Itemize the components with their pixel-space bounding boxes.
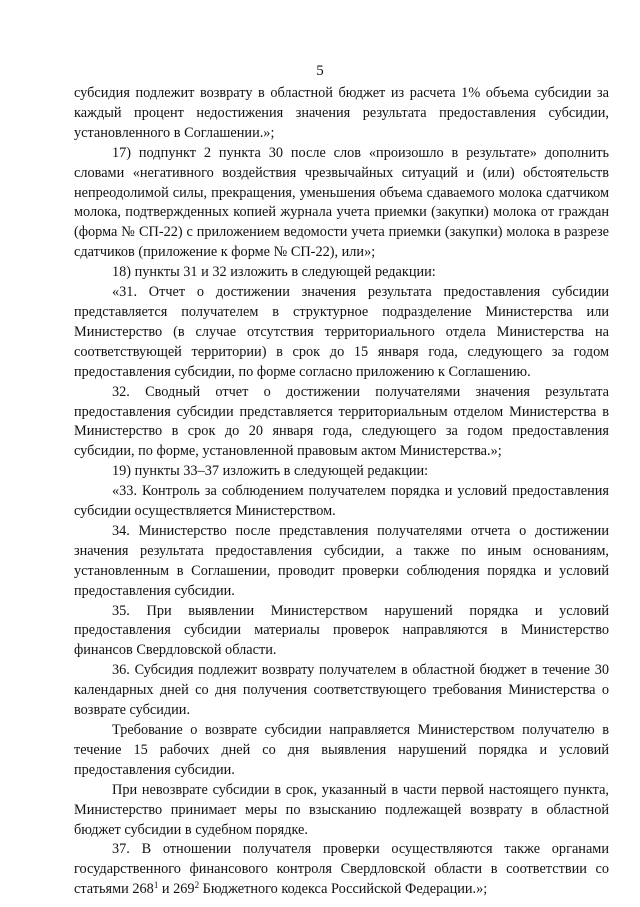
superscript-2: 2 — [194, 880, 200, 891]
superscript-1: 1 — [153, 880, 159, 891]
paragraph-clause-32: 32. Сводный отчет о достижении получателями значения результата предоставления субсидии представляется территориальным отделом Министерства в Министерство в срок до 20 января года, следующего за годом предоставления субсидии, по форме, установленной правовым актом Министерства.»; — [74, 383, 609, 460]
clause-37-text-mid: и 269 — [158, 881, 195, 898]
clause-37-text-start: 37. В отношении получателя проверки осуществляются также органами государственного финансового контроля Свердловской области в соответствии со статьями 268 — [74, 841, 609, 898]
paragraph-item-17: 17) подпункт 2 пункта 30 после слов «произошло в результате» дополнить словами «негативного воздействия чрезвычайных ситуаций и (или) обстоятельств непреодолимой силы, прекращения, уменьшения объема сдаваемого молока сдатчиком молока, подтвержденных копией журнала учета приемки (закупки) молока от граждан (форма № СП-22) с приложением ведомости учета приемки (закупки) молока в разрезе сдатчиков (приложение к форме № СП-22), или»; — [74, 144, 609, 261]
paragraph-clause-34: 34. Министерство после представления получателями отчета о достижении значения результата предоставления субсидии, а также по иным основаниям, установленным в Соглашении, проводит проверки соблюдения порядка и условий предоставления субсидии. — [74, 522, 609, 599]
page-number: 5 — [316, 63, 324, 79]
paragraph-clause-37 — [74, 840, 609, 900]
paragraph-clause-36-part-2: Требование о возврате субсидии направляется Министерством получателю в течение 15 рабочих дней со дня выявления нарушений порядка и условий предоставления субсидии. — [74, 722, 609, 778]
paragraph-clause-36: 36. Субсидия подлежит возврату получателем в областной бюджет в течение 30 календарных дней со дня получения соответствующего требования Министерства о возврате субсидии. — [74, 662, 609, 719]
paragraph-clause-33: «33. Контроль за соблюдением получателем порядка и условий предоставления субсидии осуществляется Министерством. — [74, 483, 609, 520]
paragraph-clause-35: 35. При выявлении Министерством нарушений порядка и условий предоставления субсидии материалы проверок направляются в Министерство финансов Свердловской области. — [74, 602, 609, 659]
clause-37-text-end: Бюджетного кодекса Российской Федерации.»; — [199, 881, 488, 898]
paragraph-clause-31: «31. Отчет о достижении значения результата предоставления субсидии представляется получателем в структурное подразделение Министерства или Министерство (в случае отсутствия территориального отдела Министерства на соответствующей территории) в срок до 15 января года, следующего за годом предоставления субсидии, по форме согласно приложению к Соглашению. — [74, 284, 609, 380]
paragraph-item-18: 18) пункты 31 и 32 изложить в следующей редакции: — [112, 264, 436, 281]
paragraph-clause-36-part-3: При невозврате субсидии в срок, указанный в части первой настоящего пункта, Министерство принимает меры по взысканию подлежащей возврату в областной бюджет субсидии в судебном порядке. — [74, 781, 609, 838]
paragraph-continuation: субсидия подлежит возврату в областной бюджет из расчета 1% объема субсидии за каждый процент недостижения значения результата предоставления субсидии, установленного в Соглашении.»; — [74, 85, 609, 141]
paragraph-item-19: 19) пункты 33–37 изложить в следующей редакции: — [112, 463, 429, 480]
document-body — [74, 84, 609, 900]
